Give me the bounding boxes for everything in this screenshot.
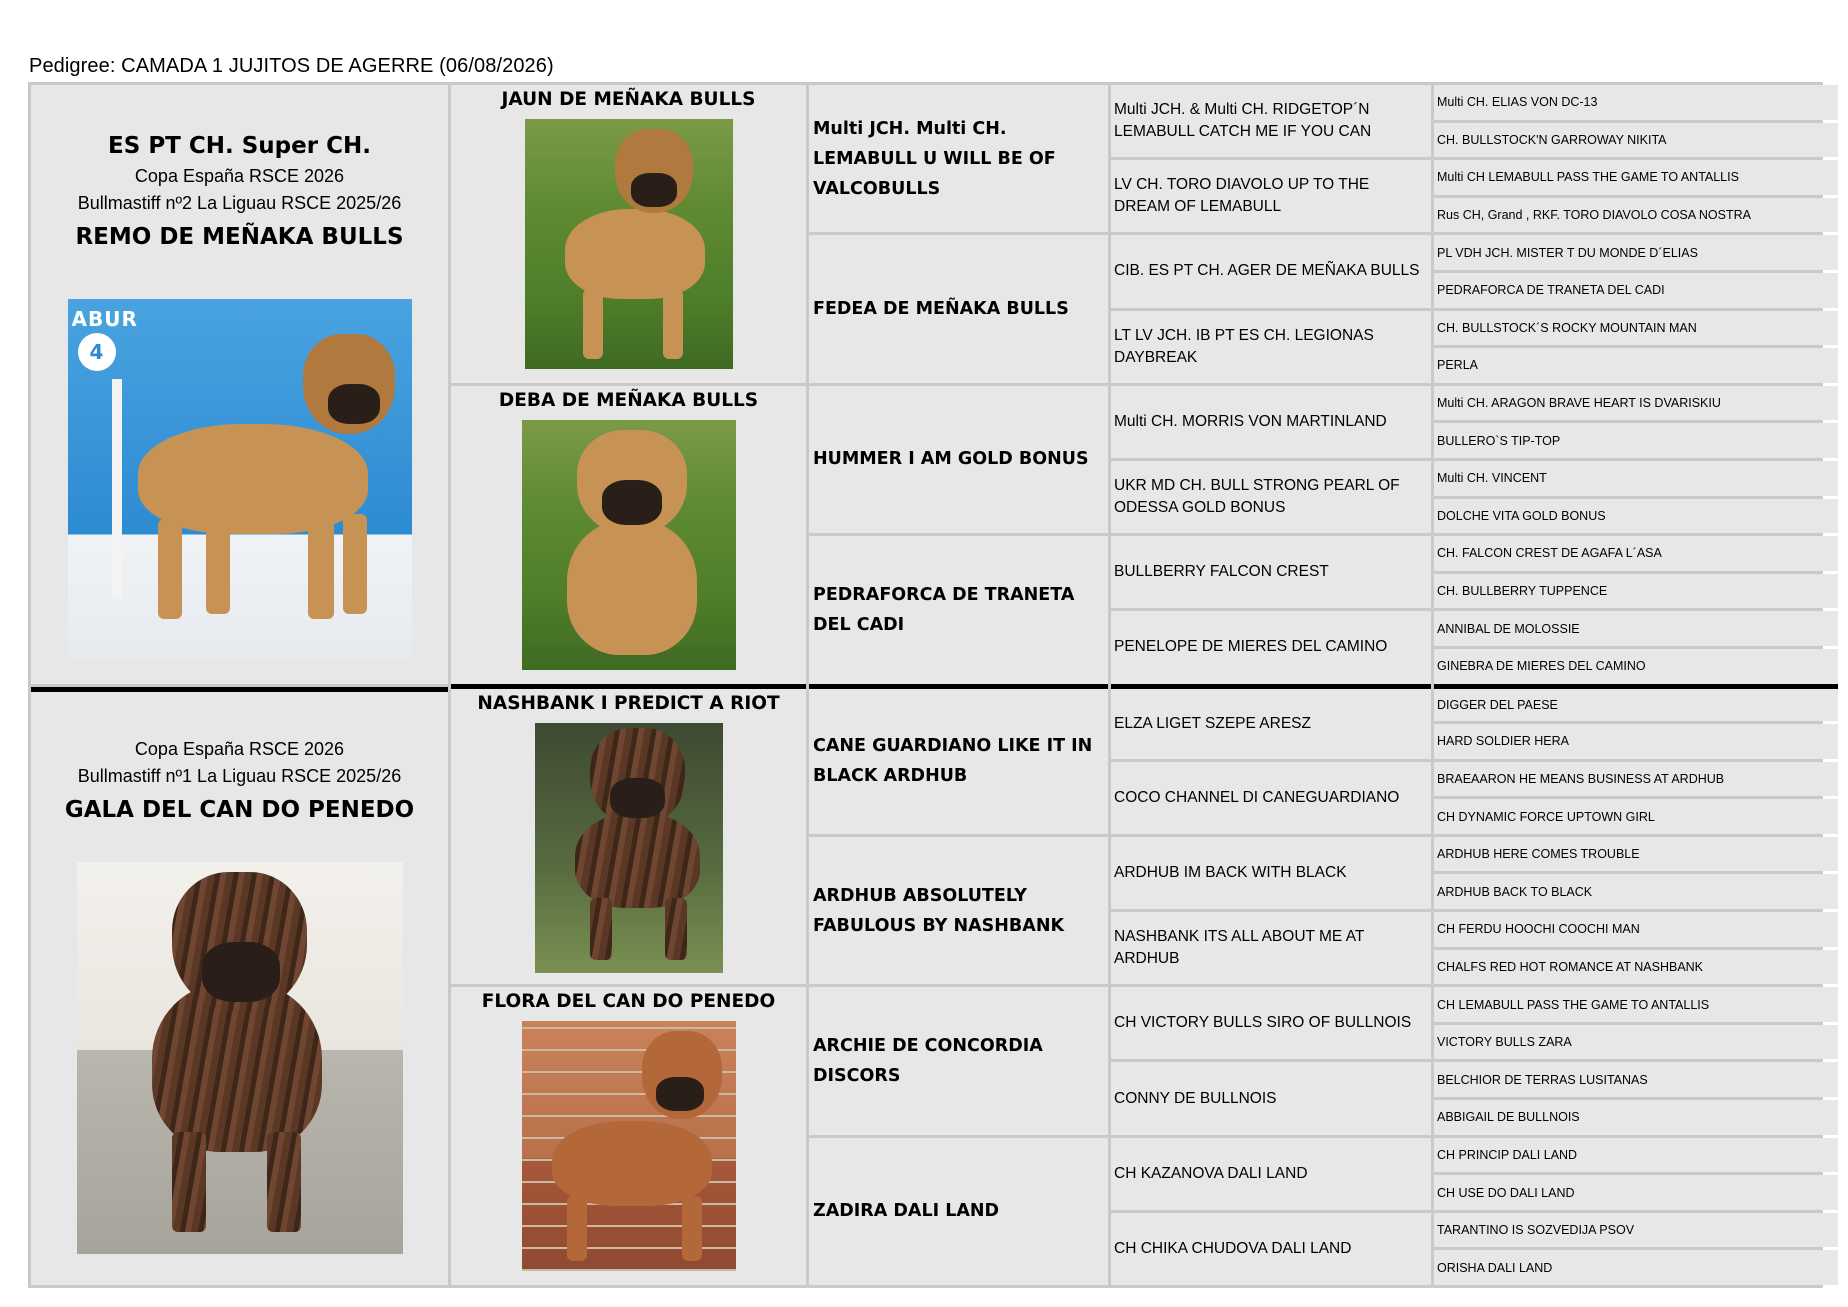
gen2-cell [809, 536, 1108, 683]
gen4-name: HARD SOLDIER HERA [1437, 734, 1569, 749]
gen4-cell [1434, 684, 1838, 722]
gen4-name: CHALFS RED HOT ROMANCE AT NASHBANK [1437, 959, 1704, 974]
gen2-name: PEDRAFORCA DE TRANETA DEL CADI [813, 584, 1075, 635]
pedigree-table [28, 82, 1823, 1288]
gen1-name: NASHBANK I PREDICT A RIOT [477, 692, 780, 714]
gen1-photo [525, 119, 733, 369]
dog-figure [532, 1031, 727, 1266]
gen4-cell [1434, 1025, 1838, 1060]
gen4-cell [1434, 1100, 1838, 1135]
gen4-cell [1434, 1213, 1838, 1248]
gen3-name: CONNY DE BULLNOIS [1114, 1089, 1277, 1107]
gen2-cell [809, 684, 1108, 834]
gen4-cell [1434, 1175, 1838, 1210]
gen4-cell [1434, 799, 1838, 834]
gen4-name: PEDRAFORCA DE TRANETA DEL CADI [1437, 283, 1665, 298]
gen4-name: Multi CH LEMABULL PASS THE GAME TO ANTALLIS [1437, 170, 1739, 185]
sire-cell [31, 85, 448, 684]
gen4-cell [1434, 1250, 1838, 1285]
gen2-cell [809, 987, 1108, 1134]
gen1-name: FLORA DEL CAN DO PENEDO [481, 991, 776, 1013]
gen3-cell [1111, 1062, 1431, 1134]
gen3-name: PENELOPE DE MIERES DEL CAMINO [1114, 638, 1388, 656]
gen3-name: COCO CHANNEL DI CANEGUARDIANO [1114, 788, 1400, 806]
gen2-cell [809, 1138, 1108, 1285]
gen3-name: ARDHUB IM BACK WITH BLACK [1114, 863, 1347, 881]
gen4-name: Multi CH. ARAGON BRAVE HEART IS DVARISKIU [1437, 396, 1721, 411]
gen3-cell [1111, 1138, 1431, 1210]
gen4-name: CH. BULLBERRY TUPPENCE [1437, 584, 1608, 599]
dam-award-2: Bullmastiff nº1 La Liguau RSCE 2025/26 [77, 765, 402, 786]
gen3-cell [1111, 987, 1431, 1059]
gen3-cell [1111, 85, 1431, 157]
sire-title: ES PT CH. Super CH. [108, 133, 371, 159]
gen4-name: BRAEAARON HE MEANS BUSINESS AT ARDHUB [1437, 771, 1725, 786]
gen2-name: HUMMER I AM GOLD BONUS [813, 449, 1089, 470]
gen4-cell [1434, 912, 1838, 947]
gen3-cell [1111, 160, 1431, 232]
gen3-name: CH VICTORY BULLS SIRO OF BULLNOIS [1114, 1014, 1412, 1032]
photo-logo-text: ABUR [71, 307, 138, 331]
dog-figure [128, 329, 398, 639]
gen4-name: DOLCHE VITA GOLD BONUS [1437, 508, 1606, 523]
gen2-name: ARDHUB ABSOLUTELY FABULOUS BY NASHBANK [813, 885, 1065, 936]
sire-award-1: Copa España RSCE 2026 [134, 166, 345, 186]
gen4-cell [1434, 386, 1838, 421]
gen3-name: CIB. ES PT CH. AGER DE MEÑAKA BULLS [1114, 262, 1420, 280]
gen3-name: CH CHIKA CHUDOVA DALI LAND [1114, 1239, 1352, 1257]
gen3-name: NASHBANK ITS ALL ABOUT ME AT ARDHUB [1114, 928, 1365, 968]
gen4-name: PERLA [1437, 358, 1478, 373]
dam-photo [77, 862, 403, 1254]
gen3-cell [1111, 386, 1431, 458]
gen3-name: ELZA LIGET SZEPE ARESZ [1114, 714, 1311, 732]
gen3-cell [1111, 1213, 1431, 1285]
gen4-name: CH. BULLSTOCK'N GARROWAY NIKITA [1437, 132, 1667, 147]
gen1-name: JAUN DE MEÑAKA BULLS [501, 89, 756, 110]
gen3-cell [1111, 762, 1431, 834]
gen4-name: CH DYNAMIC FORCE UPTOWN GIRL [1437, 809, 1655, 824]
gen3-cell [1111, 684, 1431, 759]
gen4-cell [1434, 611, 1838, 646]
dam-cell [31, 687, 448, 1286]
gen2-name: FEDEA DE MEÑAKA BULLS [813, 299, 1069, 320]
gen4-name: GINEBRA DE MIERES DEL CAMINO [1437, 659, 1646, 674]
gen4-cell [1434, 348, 1838, 383]
gen4-cell [1434, 724, 1838, 759]
gen4-name: ORISHA DALI LAND [1437, 1260, 1553, 1275]
gen2-cell [809, 235, 1108, 382]
gen1-name: DEBA DE MEÑAKA BULLS [498, 389, 759, 411]
gen3-cell [1111, 461, 1431, 533]
gen1-dam-sire [451, 684, 806, 985]
gen4-cell [1434, 874, 1838, 909]
gen4-name: CH. FALCON CREST DE AGAFA L´ASA [1437, 546, 1662, 561]
dam-award-1: Copa España RSCE 2026 [134, 738, 345, 759]
gen3-cell [1111, 611, 1431, 683]
gen4-cell [1434, 837, 1838, 872]
gen1-sire-dam [451, 386, 806, 684]
gen4-name: ARDHUB BACK TO BLACK [1437, 884, 1593, 899]
gen3-cell [1111, 536, 1431, 608]
document-title: Pedigree: CAMADA 1 JUJITOS DE AGERRE (06/08/2026) [29, 55, 554, 77]
gen4-name: CH FERDU HOOCHI COOCHI MAN [1437, 922, 1640, 937]
gen2-name: Multi JCH. Multi CH. LEMABULL U WILL BE OF VALCOBULLS [813, 118, 1056, 199]
gen4-name: ANNIBAL DE MOLOSSIE [1437, 621, 1580, 636]
photo-post [112, 379, 122, 599]
gen3-cell [1111, 235, 1431, 307]
gen4-name: Multi CH. VINCENT [1437, 471, 1547, 486]
gen3-name: LV CH. TORO DIAVOLO UP TO THE DREAM OF LEMABULL [1114, 176, 1370, 216]
gen2-cell [809, 85, 1108, 232]
dog-figure [117, 872, 367, 1242]
dog-figure [535, 129, 725, 364]
gen4-name: BULLERO`S TIP-TOP [1437, 433, 1561, 448]
dam-name: GALA DEL CAN DO PENEDO [64, 796, 415, 823]
photo-number-badge: 4 [78, 333, 116, 371]
gen4-cell [1434, 311, 1838, 346]
gen3-cell [1111, 837, 1431, 909]
gen3-name: Multi CH. MORRIS VON MARTINLAND [1114, 412, 1387, 430]
gen3-name: CH KAZANOVA DALI LAND [1114, 1164, 1308, 1182]
gen3-name: Multi JCH. & Multi CH. RIDGETOP´N LEMABULL CATCH ME IF YOU CAN [1114, 101, 1372, 141]
sire-name: REMO DE MEÑAKA BULLS [75, 224, 404, 250]
gen3-name: UKR MD CH. BULL STRONG PEARL OF ODESSA GOLD BONUS [1114, 477, 1400, 517]
gen4-cell [1434, 649, 1838, 684]
gen4-cell [1434, 273, 1838, 308]
gen2-cell [809, 837, 1108, 984]
gen1-photo [522, 1021, 736, 1271]
gen4-name: ARDHUB HERE COMES TROUBLE [1437, 847, 1640, 862]
gen4-name: CH USE DO DALI LAND [1437, 1185, 1575, 1200]
gen3-cell [1111, 311, 1431, 383]
gen4-cell [1434, 461, 1838, 496]
gen4-cell [1434, 950, 1838, 985]
sire-award-2: Bullmastiff nº2 La Liguau RSCE 2025/26 [77, 193, 402, 213]
gen4-name: TARANTINO IS SOZVEDIJA PSOV [1437, 1223, 1635, 1238]
gen4-name: Rus CH, Grand , RKF. TORO DIAVOLO COSA NOSTRA [1437, 208, 1751, 223]
gen4-cell [1434, 235, 1838, 270]
gen1-sire-sire [451, 85, 806, 383]
gen4-name: ABBIGAIL DE BULLNOIS [1437, 1110, 1580, 1125]
gen4-name: DIGGER DEL PAESE [1437, 697, 1558, 712]
sire-photo [68, 299, 412, 661]
gen1-photo [522, 420, 736, 670]
gen4-cell [1434, 1138, 1838, 1173]
gen4-cell [1434, 1062, 1838, 1097]
gen4-cell [1434, 762, 1838, 797]
gen4-name: VICTORY BULLS ZARA [1437, 1035, 1572, 1050]
gen4-cell [1434, 85, 1838, 120]
gen4-name: BELCHIOR DE TERRAS LUSITANAS [1437, 1072, 1648, 1087]
gen4-cell [1434, 987, 1838, 1022]
gen2-name: ARCHIE DE CONCORDIA DISCORS [813, 1035, 1043, 1086]
gen4-cell [1434, 423, 1838, 458]
dog-figure [555, 728, 715, 968]
gen1-photo [535, 723, 723, 973]
gen3-name: BULLBERRY FALCON CREST [1114, 563, 1329, 581]
gen4-name: CH LEMABULL PASS THE GAME TO ANTALLIS [1437, 997, 1710, 1012]
gen2-cell [809, 386, 1108, 533]
gen4-name: Multi CH. ELIAS VON DC-13 [1437, 95, 1598, 110]
gen4-cell [1434, 123, 1838, 158]
gen4-cell [1434, 574, 1838, 609]
gen1-dam-dam [451, 987, 806, 1285]
gen4-cell [1434, 536, 1838, 571]
dog-figure [547, 425, 717, 665]
gen4-cell [1434, 160, 1838, 195]
gen4-cell [1434, 499, 1838, 534]
gen4-name: CH PRINCIP DALI LAND [1437, 1147, 1578, 1162]
gen2-name: ZADIRA DALI LAND [813, 1201, 1000, 1222]
gen2-name: CANE GUARDIANO LIKE IT IN BLACK ARDHUB [813, 736, 1093, 787]
gen4-name: CH. BULLSTOCK´S ROCKY MOUNTAIN MAN [1437, 320, 1697, 335]
gen4-name: PL VDH JCH. MISTER T DU MONDE D´ELIAS [1437, 245, 1698, 260]
gen4-cell [1434, 198, 1838, 233]
gen3-cell [1111, 912, 1431, 984]
gen3-name: LT LV JCH. IB PT ES CH. LEGIONAS DAYBREAK [1114, 326, 1374, 366]
